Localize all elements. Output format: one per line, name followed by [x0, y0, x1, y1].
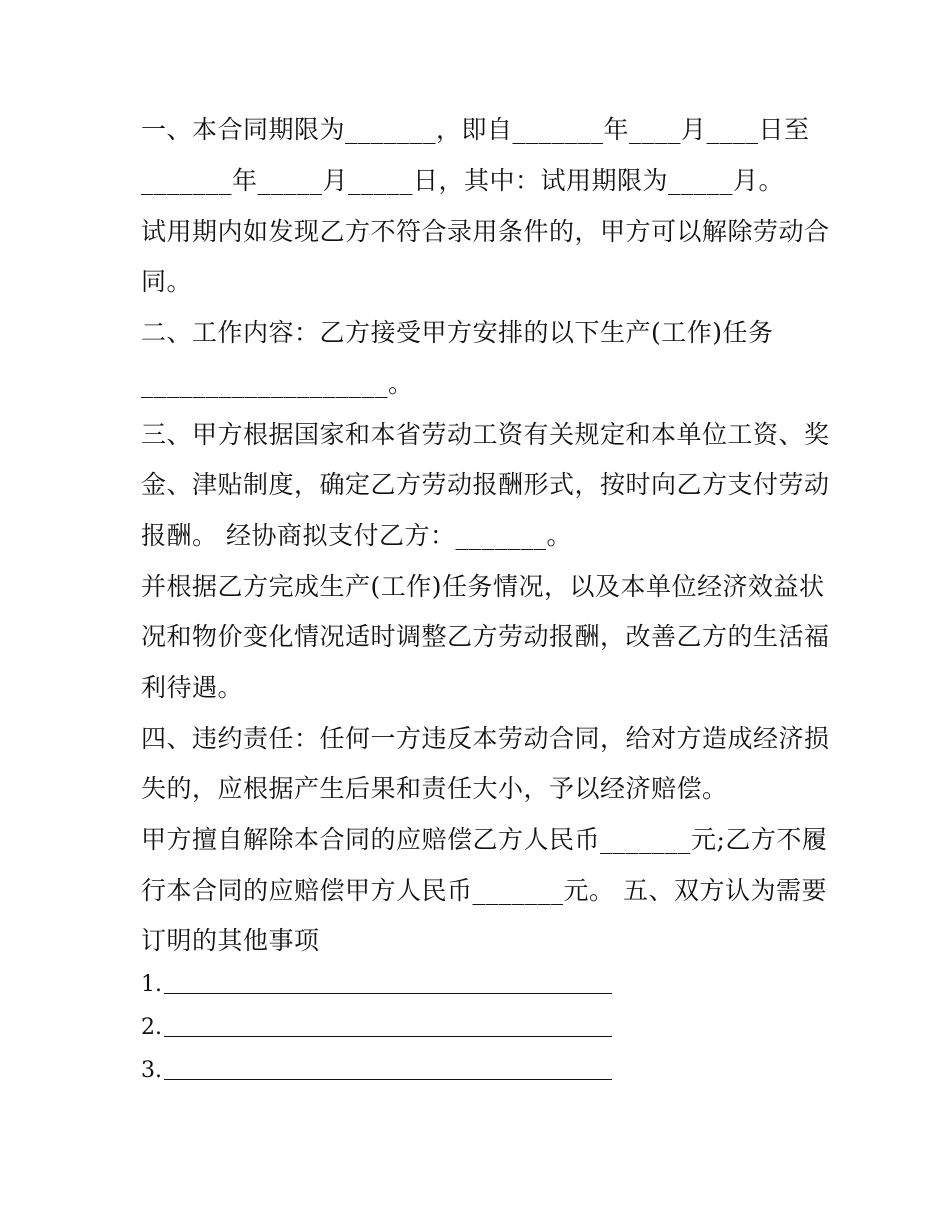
other-matter-3 [141, 1056, 612, 1086]
other-matter-2 [141, 1013, 612, 1043]
clause-3-line-3: 报酬。 经协商拟支付乙方：_______。 [141, 521, 572, 550]
other-matter-1-blank[interactable] [164, 993, 612, 994]
clause-3-line-2: 金、津贴制度，确定乙方劳动报酬形式，按时向乙方支付劳动 [141, 470, 830, 499]
other-matter-1 [141, 970, 612, 1000]
other-matter-3-blank[interactable] [164, 1079, 612, 1080]
clause-1-line-4: 同。 [141, 267, 193, 296]
clause-4-line-4: 行本合同的应赔偿甲方人民币_______元。 五、双方认为需要 [141, 876, 827, 905]
clause-3-line-4: 并根据乙方完成生产(工作)任务情况，以及本单位经济效益状 [141, 572, 825, 601]
clause-4-line-1: 四、违约责任：任何一方违反本劳动合同，给对方造成经济损 [141, 724, 830, 753]
other-matter-3-number: 3. [141, 1058, 162, 1083]
clause-1-line-2: _______年_____月_____日，其中：试用期限为_____月。 [141, 166, 785, 195]
other-matter-2-number: 2. [141, 1015, 162, 1040]
clause-5-line-1: 订明的其他事项 [141, 926, 320, 955]
clause-4-line-2: 失的，应根据产生后果和责任大小，予以经济赔偿。 [141, 774, 728, 803]
clause-1-line-3: 试用期内如发现乙方不符合录用条件的，甲方可以解除劳动合 [141, 217, 830, 246]
other-matter-1-number: 1. [141, 972, 162, 997]
clause-1-line-1: 一、本合同期限为_______，即自_______年____月____日至 [141, 115, 810, 144]
clause-4-line-3: 甲方擅自解除本合同的应赔偿乙方人民币_______元;乙方不履 [141, 825, 828, 854]
clause-3-line-6: 利待遇。 [141, 673, 244, 702]
clause-2-line-2: ___________________。 [141, 369, 414, 398]
clause-3-line-1: 三、甲方根据国家和本省劳动工资有关规定和本单位工资、奖 [141, 420, 830, 449]
other-matter-2-blank[interactable] [164, 1036, 612, 1037]
clause-3-line-5: 况和物价变化情况适时调整乙方劳动报酬，改善乙方的生活福 [141, 622, 830, 651]
clause-2-line-1: 二、工作内容：乙方接受甲方安排的以下生产(工作)任务 [141, 318, 774, 347]
